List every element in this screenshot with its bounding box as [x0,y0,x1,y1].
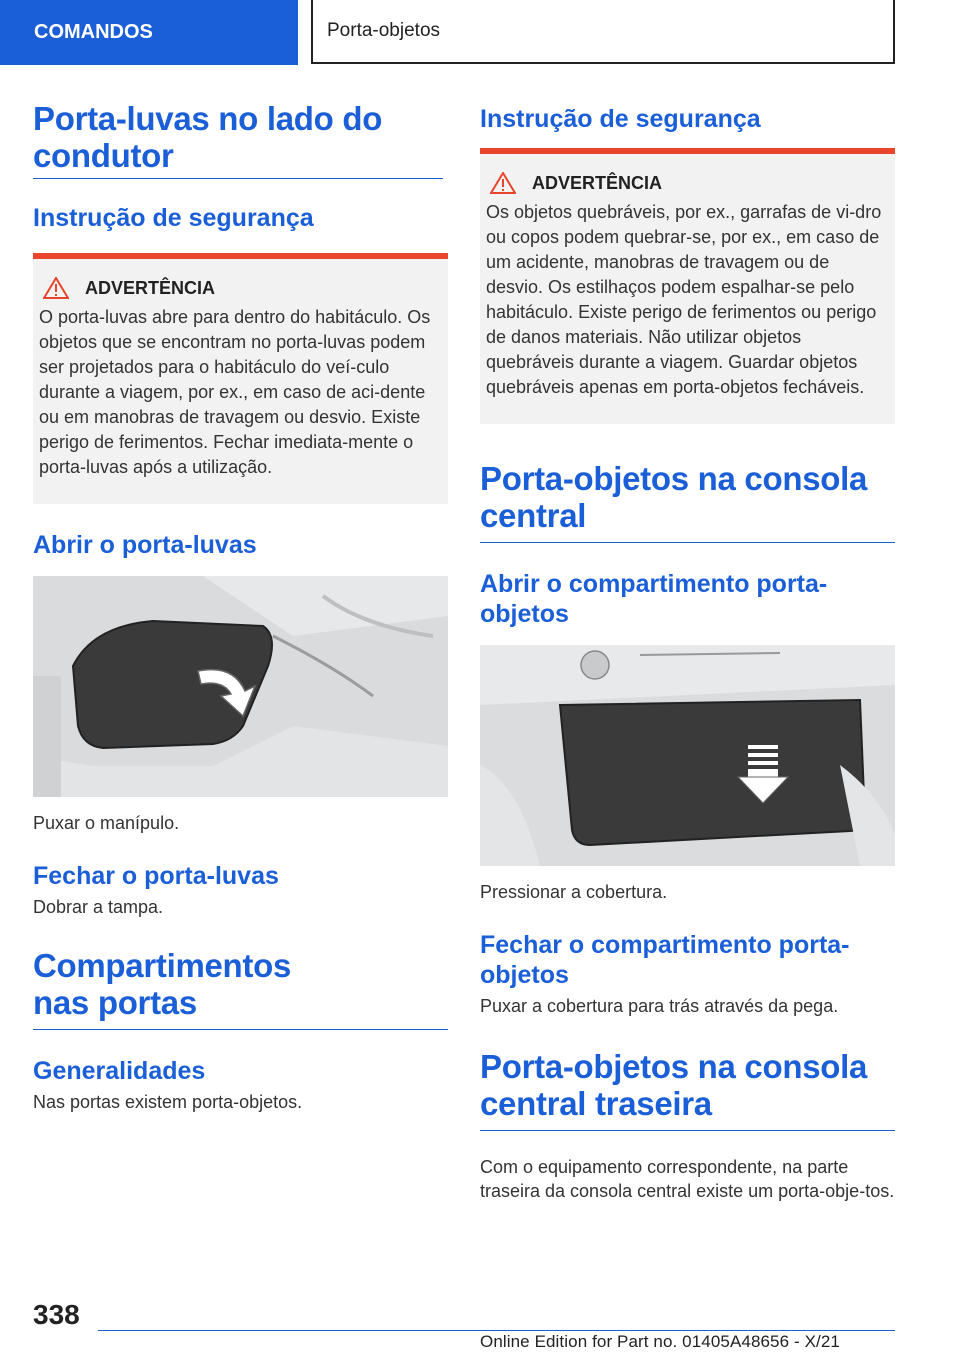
caption-open-glovebox: Puxar o manípulo. [33,813,180,833]
footer-edition: Online Edition for Part no. 01405A48656 - X/21 [480,1332,840,1351]
heading-general: Generalidades [33,1057,206,1085]
heading-rear-console: Porta-objetos na consola central traseira [480,1048,868,1122]
warning-box-breakables [480,148,895,424]
heading-safety-right: Instrução de segurança [480,105,761,133]
warning-label: ADVERTÊNCIA [85,277,216,298]
left-column [33,100,448,1114]
heading-close-glovebox: Fechar o porta-luvas [33,862,279,890]
heading-open-compartment: Abrir o compartimento porta-objetos [480,570,828,628]
text-close-compartment: Puxar a cobertura para trás através da pega. [480,996,839,1016]
console-illustration [480,645,895,866]
caption-open-compartment: Pressionar a cobertura. [480,882,668,902]
page-number: 338 [33,1299,80,1330]
text-general: Nas portas existem porta-objetos. [33,1092,303,1112]
warning-text: Os objetos quebráveis, por ex., garrafas de vi-dro ou copos podem quebrar-se, por ex., em caso de um acidente, manobras de travagem ou de desvio. Os estilhaços podem espalhar-se pelo habitáculo. Existe perigo de ferimentos ou perigo de danos materiais. Não utilizar objetos quebráveis durante a viagem. Guardar objetos quebráveis apenas em porta-objetos fecháveis. [486,202,882,397]
heading-close-compartment: Fechar o compartimento porta-objetos [480,931,850,989]
warning-triangle-icon [43,277,69,299]
header-section-tab: COMANDOS [0,0,298,65]
heading-glovebox: Porta-luvas no lado do condutor [33,100,443,179]
header-page-title: Porta-objetos [311,0,895,64]
footer-divider [98,1330,895,1331]
warning-text: O porta-luvas abre para dentro do habitáculo. Os objetos que se encontram no porta-luvas podem ser projetados para o habitáculo do veí-culo durante a viagem, por ex., em caso de aci-dente ou em manobras de travagem ou desvio. Existe perigo de ferimentos. Fechar imediata-mente o porta-luvas após a utilização. [39,307,431,477]
heading-open-glovebox: Abrir o porta-luvas [33,531,257,559]
heading-safety-left: Instrução de segurança [33,204,314,232]
heading-door-compartments: Compartimentos nas portas [33,947,291,1021]
warning-triangle-icon [490,172,516,194]
text-close-glovebox: Dobrar a tampa. [33,897,164,917]
warning-label: ADVERTÊNCIA [532,172,663,193]
glovebox-illustration [33,576,448,797]
heading-center-console: Porta-objetos na consola central [480,460,868,534]
text-rear-console: Com o equipamento correspondente, na parte traseira da consola central existe um porta-obje-tos. [480,1157,895,1201]
right-column [480,100,895,1203]
warning-box-glovebox [33,253,448,504]
